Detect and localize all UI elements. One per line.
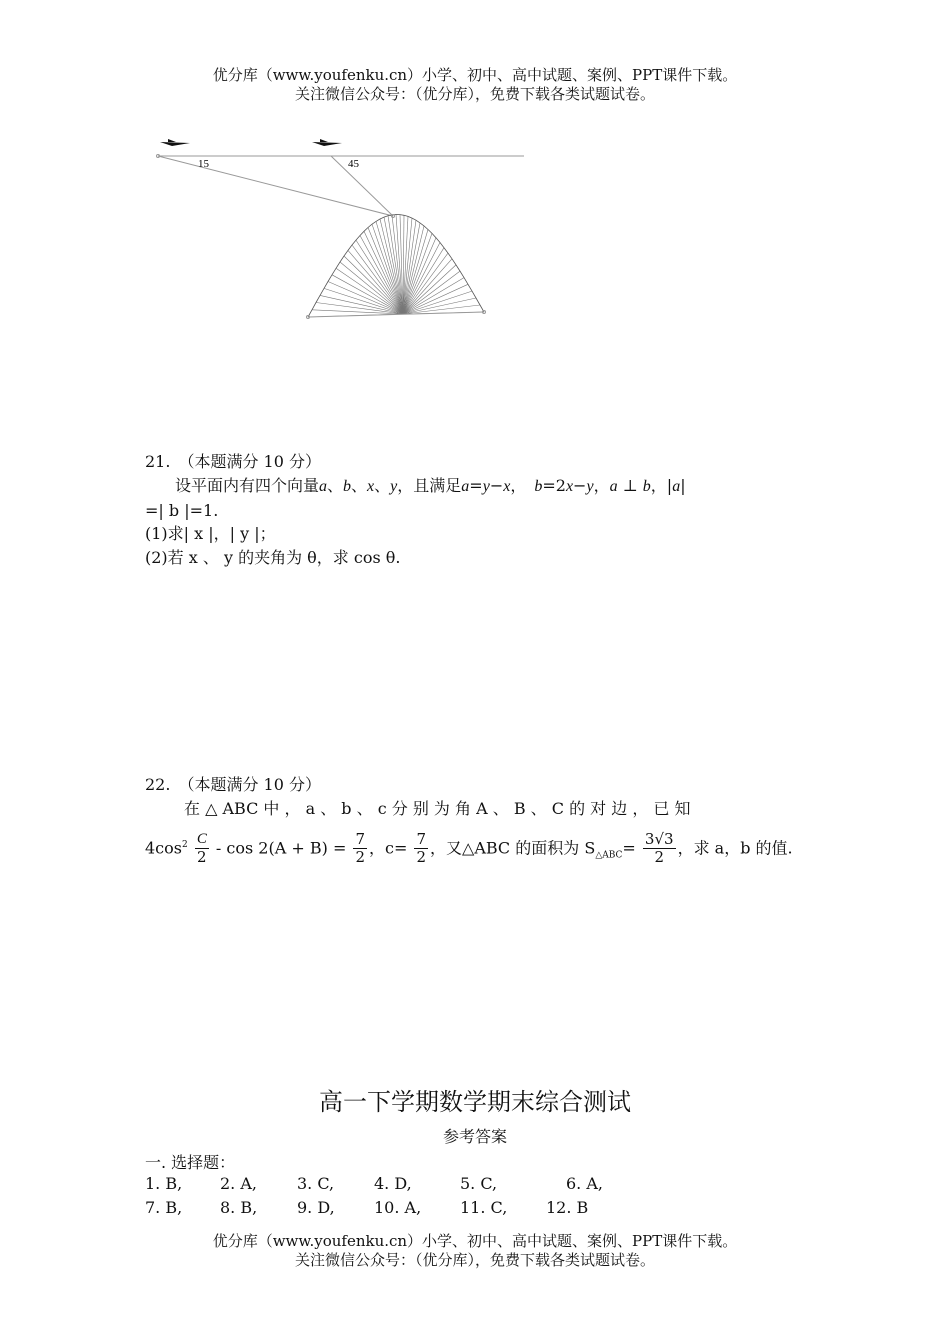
footer-line-1: 优分库（www.youfenku.cn）小学、初中、高中试题、案例、PPT课件下载。 (212, 1232, 738, 1250)
sight-line-right (331, 156, 393, 216)
q21-part-2: (2)若 x 、 y 的夹角为 θ，求 cos θ. (145, 548, 401, 567)
plane-right-icon (312, 139, 342, 146)
answer-item: 4. D, (374, 1174, 412, 1193)
mountain (308, 215, 484, 318)
angle-label-left: 15 (198, 158, 209, 170)
answer-item: 6. A, (566, 1174, 603, 1193)
q21-part-1: (1)求| x |，| y |； (145, 524, 276, 543)
answer-item: 11. C, (460, 1198, 508, 1217)
answer-item: 7. B, (145, 1198, 183, 1217)
q22-header: 22. （本题满分 10 分） (145, 775, 321, 794)
q21-line-2: =| b |=1. (145, 501, 219, 520)
answer-item: 10. A, (374, 1198, 422, 1217)
header-line-1: 优分库（www.youfenku.cn）小学、初中、高中试题、案例、PPT课件下载。 (212, 66, 738, 84)
answer-item: 3. C, (297, 1174, 335, 1193)
mountain-base (308, 312, 484, 317)
footer-line-2: 关注微信公众号：（优分库），免费下载各类试题试卷。 (294, 1251, 655, 1269)
answer-item: 8. B, (220, 1198, 258, 1217)
answers-subtitle: 参考答案 (442, 1127, 507, 1146)
answer-item: 12. B (546, 1198, 589, 1217)
header-line-2: 关注微信公众号：（优分库），免费下载各类试题试卷。 (294, 85, 655, 103)
geometry-figure (0, 0, 950, 340)
answer-item: 1. B, (145, 1174, 183, 1193)
q21-header: 21. （本题满分 10 分） (145, 452, 321, 471)
q21-line-1: 设平面内有四个向量a、b、x、y，且满足a=y−x， b=2x−y，a ⊥ b，|a| (175, 476, 686, 495)
answers-title: 高一下学期数学期末综合测试 (319, 1088, 631, 1116)
q22-line-1: 在 △ ABC 中 ， a 、 b 、 c 分 别 为 角 A 、 B 、 C 的 对 边 ， 已 知 (184, 799, 691, 818)
answer-item: 2. A, (220, 1174, 257, 1193)
answer-item: 5. C, (460, 1174, 498, 1193)
plane-left-icon (160, 139, 190, 146)
answers-section: 一. 选择题： (145, 1153, 236, 1172)
answer-item: 9. D, (297, 1198, 335, 1217)
q22-line-2: $4\cos^2$ $\frac{C}{2}$ - cos 2(A + B) = $\frac{7}{2}$ ，c= $\frac{7}{2}$ ，又△ABC 的面积为 $S_{\triangle ABC}=$ $\frac{3√3}{2}$ ，求 a，b 的值. (145, 830, 793, 867)
angle-label-right: 45 (348, 158, 359, 170)
